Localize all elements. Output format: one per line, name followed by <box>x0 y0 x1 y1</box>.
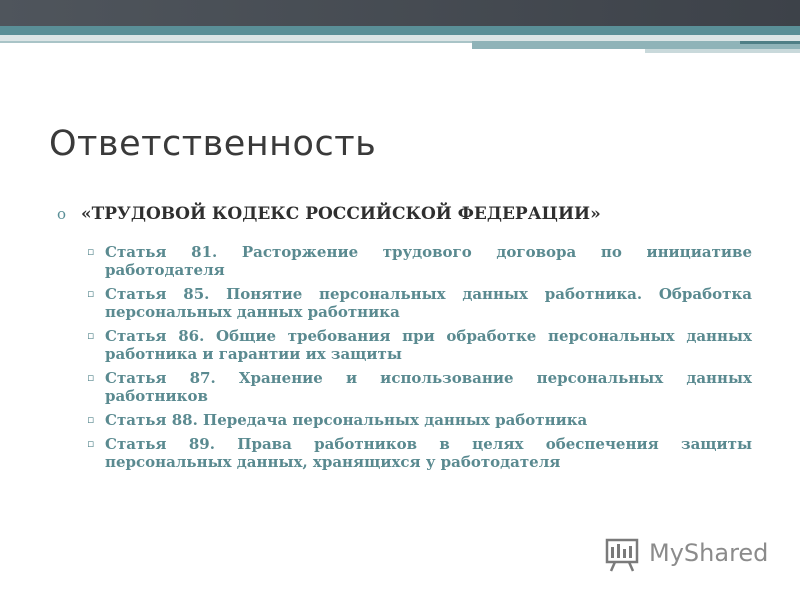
list-item-text: Статья 89. Права работников в целях обеспечения защиты персональных данных, хранящихся у работодателя <box>105 435 752 471</box>
list-item-text: Статья 86. Общие требования при обработке персональных данных работника и гарантии их защиты <box>105 327 752 363</box>
square-bullet-icon: ▫ <box>87 413 95 426</box>
list-item <box>87 327 752 363</box>
list-item-text: Статья 88. Передача персональных данных работника <box>105 411 588 429</box>
accent-stripe <box>0 26 800 35</box>
list-item <box>87 243 752 279</box>
heading-text: «ТРУДОВОЙ КОДЕКС РОССИЙСКОЙ ФЕДЕРАЦИИ» <box>81 204 601 224</box>
list-item-text: Статья 87. Хранение и использование персональных данных работников <box>105 369 752 405</box>
square-bullet-icon: ▫ <box>87 329 95 342</box>
right-thin-stripe <box>645 49 800 53</box>
right-dark-stripe <box>740 41 800 44</box>
list-item <box>87 285 752 321</box>
top-dark-bar <box>0 0 800 26</box>
heading-bullet: o <box>57 205 67 223</box>
list-item <box>87 435 752 471</box>
square-bullet-icon: ▫ <box>87 287 95 300</box>
list-item <box>87 369 752 405</box>
watermark-logo <box>605 537 769 575</box>
square-bullet-icon: ▫ <box>87 371 95 384</box>
list-item <box>87 411 752 429</box>
watermark-text: MyShared <box>649 539 769 567</box>
square-bullet-icon: ▫ <box>87 437 95 450</box>
square-bullet-icon: ▫ <box>87 245 95 258</box>
heading-bullet-item <box>57 204 757 224</box>
thin-stripe <box>0 41 472 43</box>
list-item-text: Статья 81. Расторжение трудового договора по инициативе работодателя <box>105 243 752 279</box>
presentation-board-icon <box>605 537 645 573</box>
slide-title: Ответственность <box>49 124 377 164</box>
article-list <box>87 243 752 477</box>
list-item-text: Статья 85. Понятие персональных данных работника. Обработка персональных данных работника <box>105 285 752 321</box>
